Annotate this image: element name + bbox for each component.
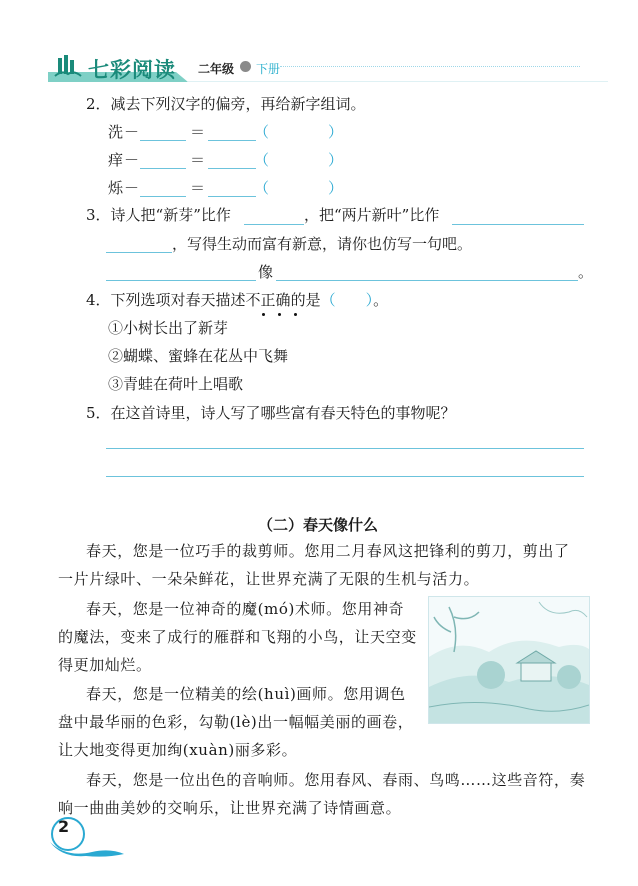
emphasis-dot — [294, 313, 297, 316]
q2-row-2-paren-open: （ — [254, 151, 270, 169]
passage-line: 春天，您是一位神奇的魔(mó)术师。您用神奇 — [86, 600, 405, 618]
q4-option-1[interactable]: ①小树长出了新芽 — [108, 319, 229, 337]
q3-blank-2[interactable] — [452, 224, 584, 225]
passage-line: 的魔法，变来了成行的雁群和飞翔的小鸟，让天空变 — [58, 628, 417, 646]
emphasis-dot — [278, 313, 281, 316]
q3-blank-1[interactable] — [244, 224, 304, 225]
q2-row-2-blank-1[interactable] — [140, 168, 186, 169]
q2-row-1-eq: ＝ — [190, 123, 206, 141]
passage-line: 春天，您是一位出色的音响师。您用春风、春雨、鸟鸣……这些音符，奏 — [86, 771, 586, 789]
passage-line: 响一曲曲美妙的交响乐，让世界充满了诗情画意。 — [58, 799, 402, 817]
page-number: 2 — [58, 817, 70, 836]
q2-row-3-blank-1[interactable] — [140, 196, 186, 197]
passage-line: 让大地变得更加绚(xuàn)丽多彩。 — [58, 741, 298, 759]
q2-row-3-char: 烁 — [108, 179, 124, 197]
spring-landscape-illustration — [428, 596, 590, 724]
q4-text-before: 4．下列选项对春天描述 — [86, 291, 246, 309]
q3-period: 。 — [578, 263, 594, 281]
q4-end: 。 — [373, 291, 389, 309]
passage-line: 得更加灿烂。 — [58, 656, 152, 674]
q2-row-1-blank-2[interactable] — [208, 140, 256, 141]
emphasis-dot — [262, 313, 265, 316]
passage-line: 春天，您是一位巧手的裁剪师。您用二月春风这把锋利的剪刀，剪出了 — [86, 542, 570, 560]
passage-title: （二）春天像什么 — [258, 516, 379, 534]
q3-blank-4[interactable] — [106, 280, 256, 281]
q4-text-emphasis: 不正确 — [245, 291, 291, 309]
passage-line: 春天，您是一位精美的绘(huì)画师。您用调色 — [86, 685, 406, 703]
question-5: 5．在这首诗里，诗人写了哪些富有春天特色的事物呢？ — [86, 404, 456, 422]
q2-row-1-blank-1[interactable] — [140, 140, 186, 141]
q2-row-2-minus: － — [124, 151, 140, 169]
q2-row-3-eq: ＝ — [190, 179, 206, 197]
header-divider — [280, 66, 580, 67]
q4-answer-paren[interactable]: （ ） — [320, 291, 374, 309]
book-icon — [52, 52, 84, 80]
q5-answer-line-2[interactable] — [106, 476, 584, 477]
q3-blank-5[interactable] — [276, 280, 578, 281]
question-4 — [86, 290, 388, 310]
header-grade: 二年级 — [198, 62, 235, 76]
q3-like: 像 — [258, 263, 274, 281]
q2-row-3-paren-open: （ — [254, 179, 270, 197]
q2-row-2-blank-2[interactable] — [208, 168, 256, 169]
question-2: 2．减去下列汉字的偏旁，再给新字组词。 — [86, 95, 366, 113]
q5-answer-line-1[interactable] — [106, 448, 584, 449]
q2-row-3-minus: － — [124, 179, 140, 197]
q4-text-after: 的是 — [290, 291, 321, 309]
header-title: 七彩阅读 — [88, 58, 176, 82]
q2-row-1-char: 洗 — [108, 123, 124, 141]
passage-line: 盘中最华丽的色彩，勾勒(lè)出一幅幅美丽的画卷， — [58, 713, 414, 731]
passage-line: 一片片绿叶、一朵朵鲜花，让世界充满了无限的生机与活力。 — [58, 570, 480, 588]
q2-row-2-eq: ＝ — [190, 151, 206, 169]
q2-row-1-minus: － — [124, 123, 140, 141]
question-3-part-3: ，写得生动而富有新意，请你也仿写一句吧。 — [172, 235, 473, 253]
q4-option-2[interactable]: ②蝴蝶、蜜蜂在花丛中飞舞 — [108, 347, 289, 365]
q2-row-1-paren-open: （ — [254, 123, 270, 141]
q2-row-2-paren-close: ） — [328, 151, 344, 169]
header-dot-icon — [240, 61, 251, 72]
q2-row-3-blank-2[interactable] — [208, 196, 256, 197]
question-3-part-2: ，把“两片新叶”比作 — [304, 206, 440, 224]
q2-row-2-char: 痒 — [108, 151, 124, 169]
q2-row-1-paren-close: ） — [328, 123, 344, 141]
q4-option-3[interactable]: ③青蛙在荷叶上唱歌 — [108, 375, 244, 393]
question-3-part-1: 3．诗人把“新芽”比作 — [86, 206, 231, 224]
q2-row-3-paren-close: ） — [328, 179, 344, 197]
q3-blank-3[interactable] — [106, 252, 172, 253]
header-volume: 下册 — [256, 62, 281, 76]
